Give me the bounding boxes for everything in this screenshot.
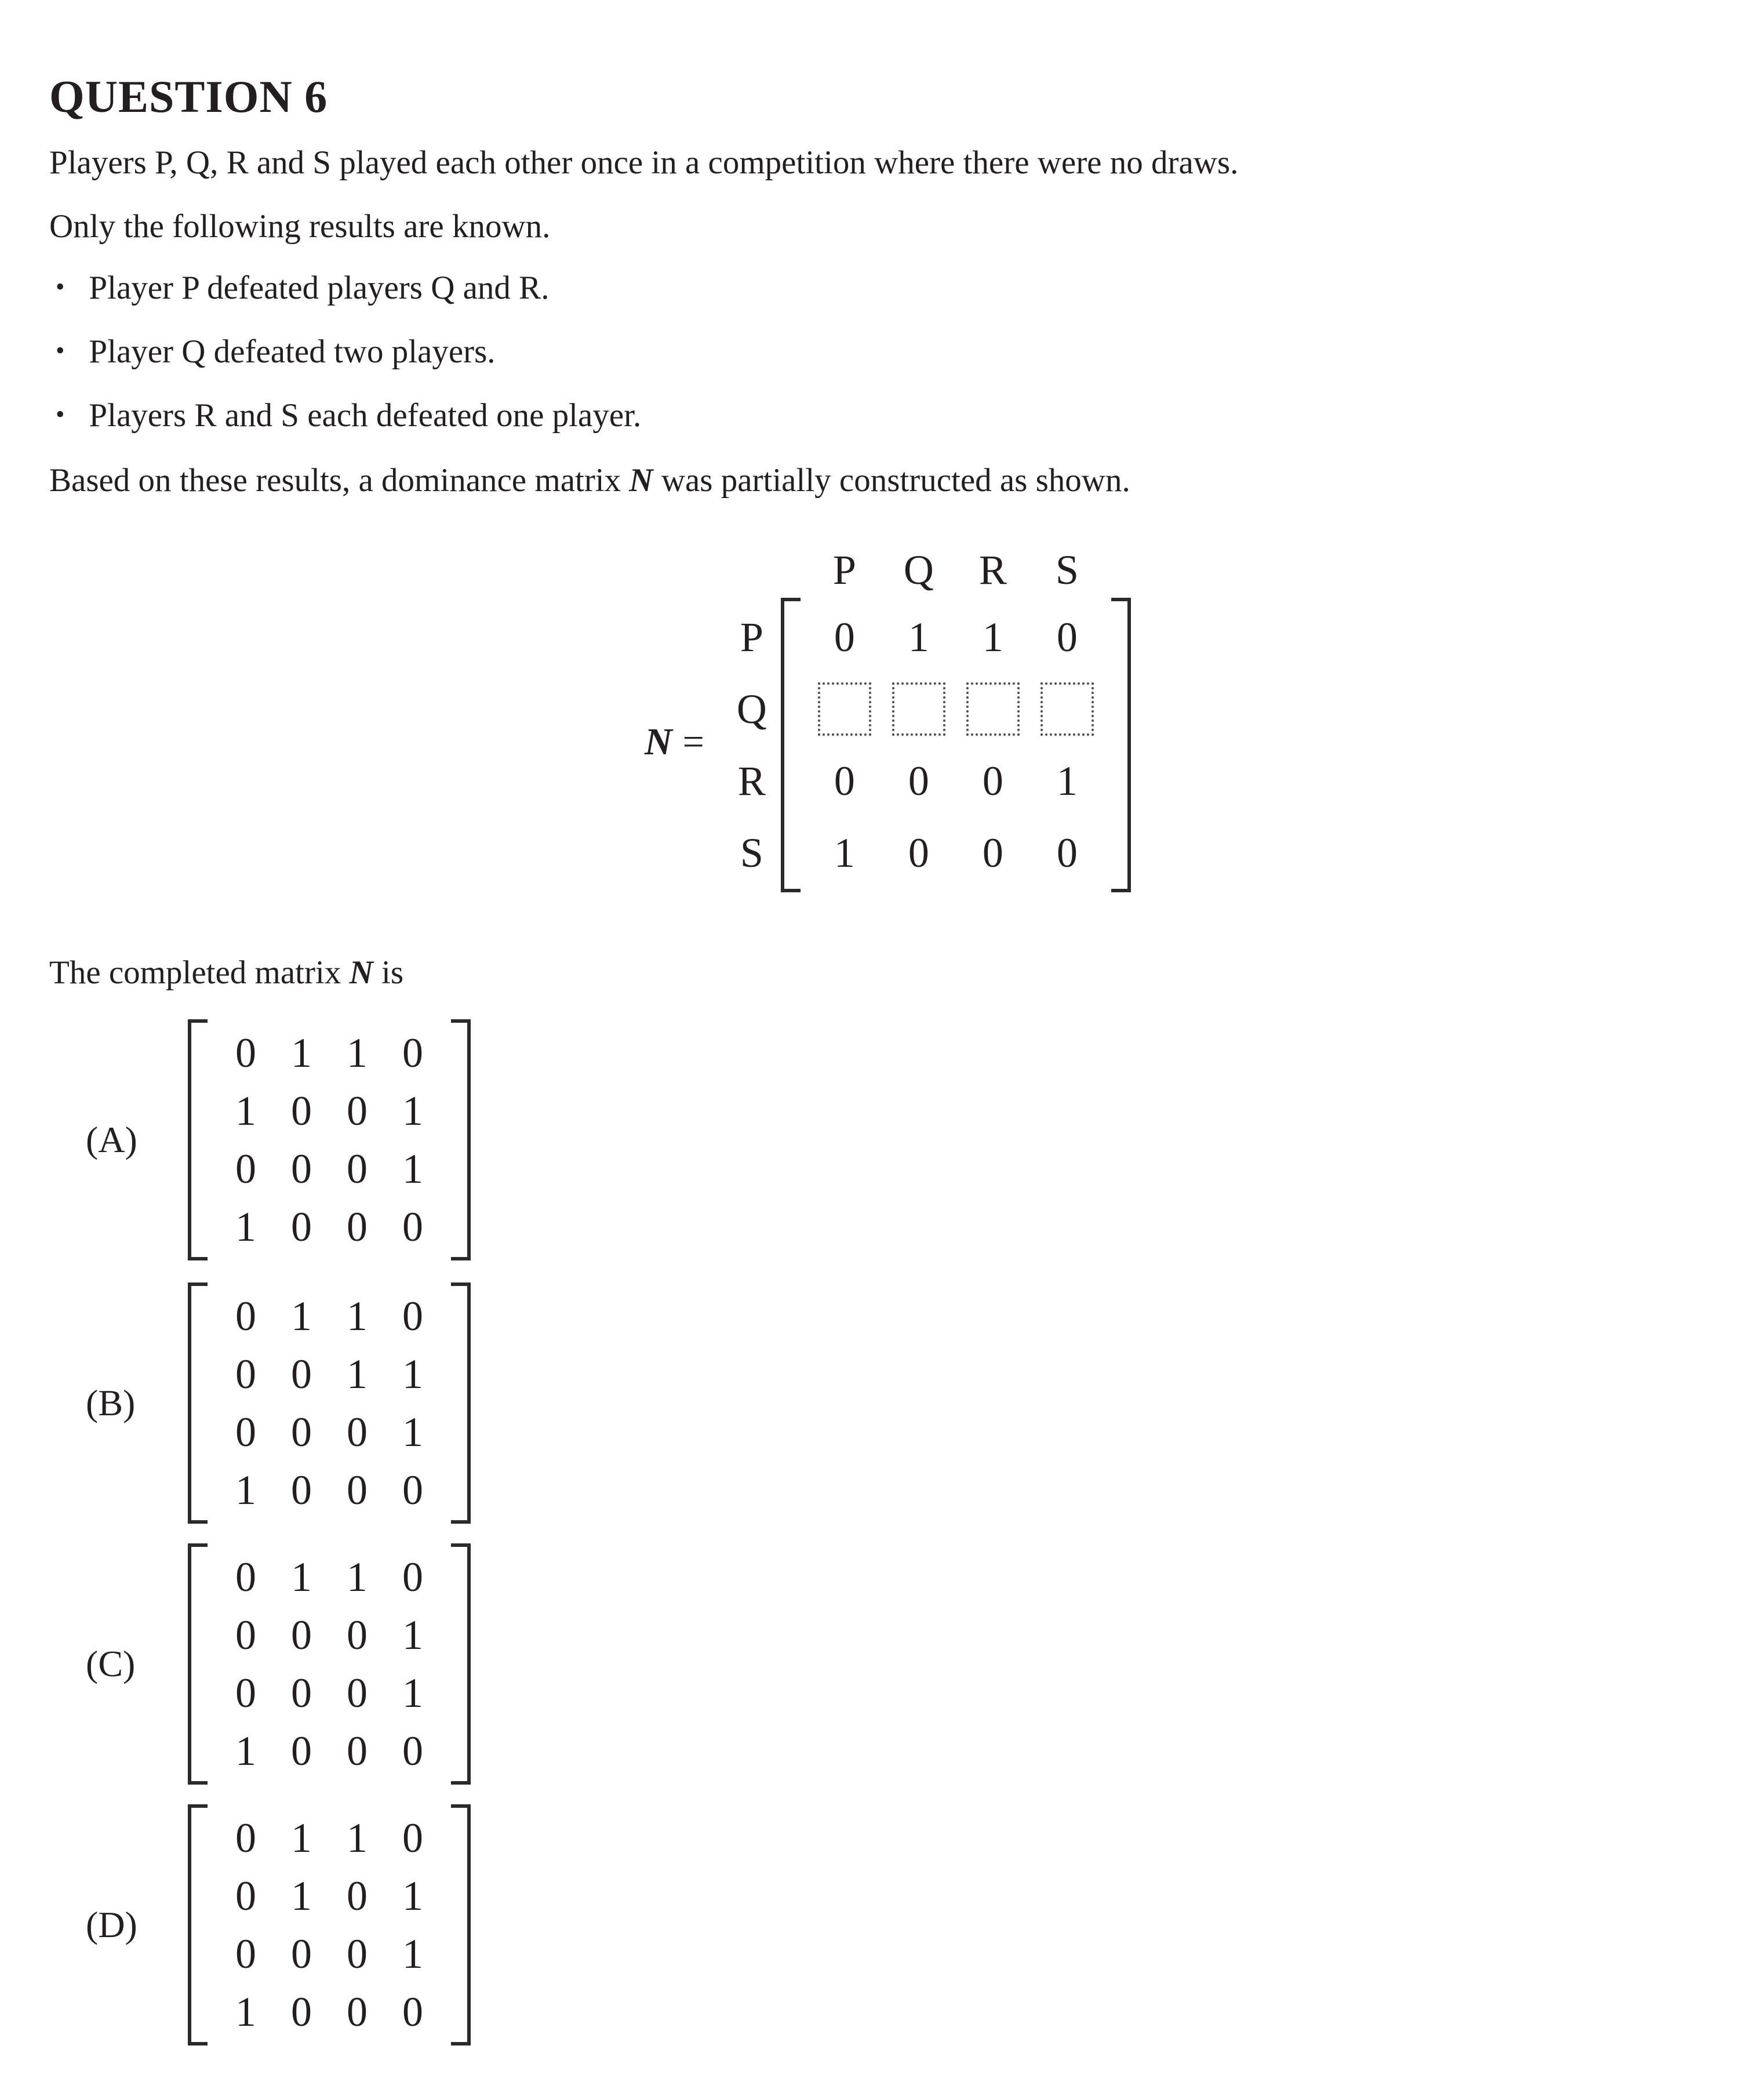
equals-sign: = [682, 721, 704, 763]
completed-line [49, 954, 403, 991]
matrix-cell: 0 [235, 1145, 256, 1192]
question-heading: QUESTION 6 [49, 71, 328, 122]
bullet-dot: • [56, 273, 65, 301]
matrix-cell: 0 [908, 829, 929, 876]
matrix-cell: 0 [402, 1727, 423, 1774]
matrix-variable: N [629, 462, 653, 499]
matrix-cell: 1 [347, 1350, 368, 1397]
option-d [86, 1804, 471, 2045]
matrix-cell: 0 [235, 1292, 256, 1339]
matrix-cell: 0 [347, 1466, 368, 1513]
matrix-cell: 1 [291, 1872, 312, 1919]
bullet-item [56, 397, 641, 434]
empty-cell-box [818, 682, 871, 736]
matrix-col-header: P [832, 547, 856, 593]
matrix-cell: 1 [1056, 757, 1078, 804]
matrix-cell: 0 [235, 1029, 256, 1076]
option-matrix-grid [208, 1804, 451, 2045]
matrix-cell: 1 [347, 1292, 368, 1339]
matrix-cell: 0 [235, 1930, 256, 1977]
option-label: (C) [86, 1643, 136, 1684]
matrix-cell: 0 [834, 613, 855, 660]
bullet-text: Player P defeated players Q and R. [89, 270, 550, 306]
matrix-cell-unknown [1030, 673, 1104, 745]
bracket-right [451, 1804, 471, 2045]
bracket-left [188, 1019, 208, 1260]
option-matrix [188, 1282, 471, 1524]
option-a [86, 1019, 471, 1260]
matrix-cell: 1 [402, 1145, 423, 1192]
option-c [86, 1543, 471, 1785]
matrix-grid [801, 598, 1111, 892]
matrix-cell: 0 [402, 1466, 423, 1513]
bullet-item [56, 333, 496, 370]
matrix-cell: 1 [402, 1669, 423, 1716]
option-matrix-grid [208, 1543, 451, 1785]
bracket-right [451, 1019, 471, 1260]
bullet-text: Player Q defeated two players. [89, 333, 496, 370]
matrix-cell: 1 [235, 1087, 256, 1134]
matrix-cell: 0 [235, 1814, 256, 1861]
bracket-right [451, 1282, 471, 1524]
matrix-col-header: S [1055, 547, 1079, 593]
option-matrix-grid [208, 1019, 451, 1260]
matrix-cell: 0 [402, 1814, 423, 1861]
matrix-cell: 1 [982, 613, 1003, 660]
matrix-cell: 1 [402, 1087, 423, 1134]
matrix-cell: 1 [402, 1350, 423, 1397]
bracket-left [188, 1543, 208, 1785]
matrix-variable: N [349, 954, 373, 991]
matrix-cell-unknown [956, 673, 1030, 745]
matrix-cell: 1 [347, 1553, 368, 1600]
bracket-left [781, 598, 801, 892]
bracket-left [188, 1282, 208, 1524]
matrix-cell: 0 [347, 1611, 368, 1658]
matrix-cell: 0 [982, 757, 1003, 804]
matrix-col-header: Q [903, 547, 934, 593]
matrix-cell: 0 [291, 1087, 312, 1134]
matrix-cell: 1 [291, 1029, 312, 1076]
matrix-cell: 0 [402, 1292, 423, 1339]
matrix-cell: 0 [347, 1203, 368, 1250]
matrix-col-header: R [978, 547, 1007, 593]
matrix-cell: 0 [834, 757, 855, 804]
completed-prefix: The completed matrix [49, 954, 350, 991]
matrix-cell: 0 [291, 1350, 312, 1397]
bullet-item [56, 269, 549, 307]
bullet-dot: • [56, 336, 65, 365]
matrix-lhs-variable: N [645, 721, 672, 763]
matrix-row-label: Q [736, 685, 767, 732]
matrix-cell: 0 [235, 1553, 256, 1600]
intro-line-1: Players P, Q, R and S played each other once in a competition where there were no draws. [49, 144, 1239, 181]
matrix-body [731, 598, 1131, 892]
matrix-cell: 0 [347, 1988, 368, 2035]
matrix-cell: 0 [982, 829, 1003, 876]
matrix-cell: 1 [235, 1203, 256, 1250]
matrix-cell-unknown [882, 673, 956, 745]
matrix-row-label: P [740, 613, 763, 660]
completed-suffix: is [373, 954, 404, 991]
matrix-cell: 0 [235, 1408, 256, 1455]
matrix-cell: 1 [235, 1988, 256, 2035]
matrix-cell: 0 [402, 1029, 423, 1076]
matrix-cell: 0 [235, 1872, 256, 1919]
matrix-cell: 1 [347, 1029, 368, 1076]
matrix-cell: 0 [291, 1408, 312, 1455]
option-label: (A) [86, 1119, 137, 1160]
matrix-cell: 1 [834, 829, 855, 876]
matrix-cell: 0 [291, 1611, 312, 1658]
matrix-row-labels [731, 598, 773, 892]
matrix-cell: 1 [402, 1872, 423, 1919]
matrix-with-headers [731, 542, 1131, 892]
matrix-cell: 1 [291, 1553, 312, 1600]
matrix-note-prefix: Based on these results, a dominance matrix [49, 462, 630, 499]
dominance-matrix [645, 542, 1131, 892]
bullet-dot: • [56, 400, 65, 428]
matrix-cell: 1 [291, 1814, 312, 1861]
matrix-cell: 1 [235, 1466, 256, 1513]
matrix-cell: 0 [908, 757, 929, 804]
matrix-cell: 0 [402, 1988, 423, 2035]
empty-cell-box [1041, 682, 1094, 736]
matrix-note-suffix: was partially constructed as shown. [653, 462, 1130, 499]
matrix-cell: 1 [908, 613, 929, 660]
matrix-cell: 0 [291, 1203, 312, 1250]
matrix-cell-unknown [807, 673, 882, 745]
matrix-cell: 0 [235, 1350, 256, 1397]
empty-cell-box [966, 682, 1020, 736]
option-matrix [188, 1019, 471, 1260]
matrix-cell: 0 [1056, 829, 1078, 876]
matrix-cell: 0 [402, 1553, 423, 1600]
option-matrix-grid [208, 1282, 451, 1524]
bracket-right [1111, 598, 1131, 892]
matrix-cell: 0 [347, 1087, 368, 1134]
matrix-row-label: S [740, 829, 763, 876]
option-b [86, 1282, 471, 1524]
empty-cell-box [892, 682, 945, 736]
matrix-cell: 1 [235, 1727, 256, 1774]
matrix-cell: 1 [402, 1930, 423, 1977]
matrix-cell: 0 [291, 1466, 312, 1513]
matrix-cell: 0 [1056, 613, 1078, 660]
option-label: (D) [86, 1904, 137, 1945]
option-matrix [188, 1804, 471, 2045]
intro-line-2: Only the following results are known. [49, 208, 551, 245]
matrix-cell: 0 [347, 1727, 368, 1774]
matrix-cell: 0 [347, 1669, 368, 1716]
bracket-right [451, 1543, 471, 1785]
matrix-cell: 0 [402, 1203, 423, 1250]
option-label: (B) [86, 1382, 136, 1423]
matrix-lhs [645, 723, 704, 761]
bracket-left [188, 1804, 208, 2045]
option-matrix [188, 1543, 471, 1785]
matrix-cell: 0 [291, 1145, 312, 1192]
matrix-cell: 0 [347, 1145, 368, 1192]
matrix-cell: 0 [291, 1669, 312, 1716]
matrix-row-label: R [737, 757, 766, 804]
matrix-cell: 0 [291, 1727, 312, 1774]
matrix-cell: 0 [291, 1930, 312, 1977]
matrix-col-headers [807, 542, 1131, 598]
matrix-note [49, 462, 1130, 499]
bullet-text: Players R and S each defeated one player. [89, 397, 642, 434]
matrix-cell: 0 [235, 1669, 256, 1716]
matrix-cell: 1 [402, 1408, 423, 1455]
matrix-cell: 1 [402, 1611, 423, 1658]
matrix-cell: 0 [235, 1611, 256, 1658]
matrix-cell: 0 [347, 1872, 368, 1919]
matrix-cell: 1 [347, 1814, 368, 1861]
matrix-cell: 1 [291, 1292, 312, 1339]
matrix-cell: 0 [347, 1930, 368, 1977]
matrix-cell: 0 [291, 1988, 312, 2035]
matrix-cell: 0 [347, 1408, 368, 1455]
